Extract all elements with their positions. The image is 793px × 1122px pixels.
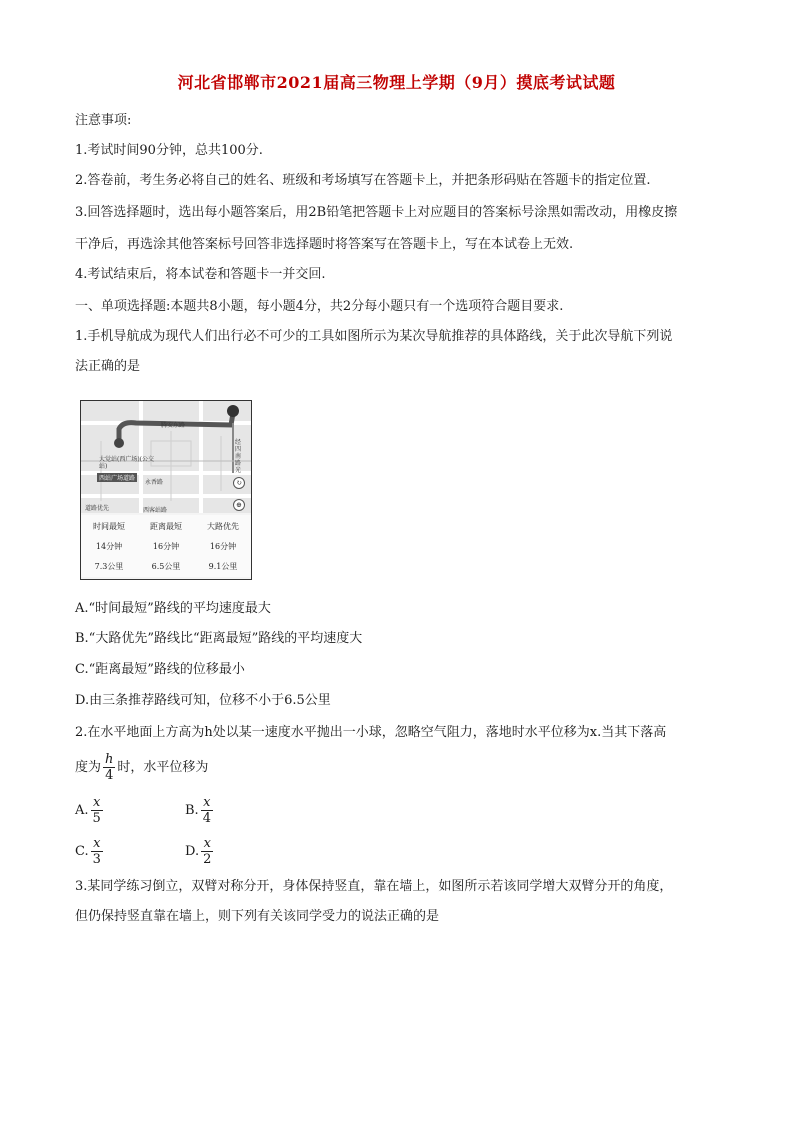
stem-text: 时，水平位移为 — [117, 760, 209, 775]
stem-text: 度为 — [75, 760, 102, 775]
question-3-stem-cont: 但仍保持竖直靠在墙上，则下列有关该同学受力的说法正确的是 — [75, 909, 440, 924]
notice-item: 2.答卷前，考生务必将自己的姓名、班级和考场填写在答题卡上，并把条形码贴在答题卡的指定位置. — [75, 173, 651, 188]
route-name[interactable]: 距离最短 — [150, 522, 182, 531]
question-1-option-a: A.“时间最短”路线的平均速度最大 — [75, 601, 271, 616]
route-distance: 9.1公里 — [208, 562, 238, 571]
route-name[interactable]: 大路优先 — [207, 522, 239, 531]
navigation-figure — [80, 400, 252, 580]
route-distance: 7.3公里 — [94, 562, 124, 571]
notice-item: 1.考试时间90分钟，总共100分. — [75, 143, 263, 158]
route-time: 16分钟 — [152, 542, 180, 551]
question-1-stem-cont: 法正确的是 — [75, 359, 141, 374]
exam-title: 河北省邯郸市2021届高三物理上学期（9月）摸底考试试题 — [177, 73, 616, 92]
question-1-option-c: C.“距离最短”路线的位移最小 — [75, 662, 245, 677]
question-2-option-c: C. $\frac{x}{3}$ — [75, 836, 101, 867]
route-time: 16分钟 — [209, 542, 237, 551]
question-2-option-a: A. $\frac{x}{5}$ — [75, 795, 101, 826]
question-2-stem-cont — [75, 752, 208, 783]
question-1-option-d: D.由三条推荐路线可知，位移不小于6.5公里 — [75, 693, 331, 708]
locate-icon[interactable]: ⊕ — [233, 499, 245, 511]
route-distance: 6.5公里 — [151, 562, 181, 571]
map-road-label: 腾安东路 — [161, 422, 186, 429]
route-map — [81, 401, 251, 513]
section-heading: 一、单项选择题:本题共8小题，每小题4分，共2分每小题只有一个选项符合题目要求. — [75, 299, 564, 314]
route-name[interactable]: 时间最短 — [93, 522, 125, 531]
map-start-label: 大觉站(西广场)(公交站) — [99, 456, 155, 470]
notice-heading: 注意事项: — [75, 113, 132, 128]
notice-item: 4.考试结束后，将本试卷和答题卡一并交回. — [75, 267, 326, 282]
notice-item: 3.回答选择题时，选出每小题答案后，用2B铅笔把答题卡上对应题目的答案标号涂黑如需改动，用橡皮擦 — [75, 205, 678, 220]
refresh-icon[interactable]: ↻ — [233, 477, 245, 489]
fraction-h-over-4: $\frac{h}{4}$ — [105, 752, 114, 783]
route-options-table — [81, 515, 251, 577]
map-road-label: 永香路 — [145, 479, 164, 486]
map-road-label: 西客站路 — [143, 507, 168, 514]
map-road-label: 道路优先 — [85, 505, 110, 512]
route-time: 14分钟 — [95, 542, 123, 551]
question-1-option-b: B.“大路优先”路线比“距离最短”路线的平均速度大 — [75, 631, 363, 646]
question-1-stem: 1.手机导航成为现代人们出行必不可少的工具如图所示为某次导航推荐的具体路线，关于此次导航下列说 — [75, 329, 673, 344]
map-road-label: 经四南路光 — [235, 439, 242, 474]
question-2-option-d: D. $\frac{x}{2}$ — [185, 836, 212, 867]
question-3-stem: 3.某同学练习倒立，双臂对称分开，身体保持竖直，靠在墙上，如图所示若该同学增大双臂分开的角度， — [75, 879, 673, 894]
map-start-tag: 西站广场道路 — [99, 475, 136, 482]
notice-item: 干净后，再选涂其他答案标号回答非选择题时将答案写在答题卡上，写在本试卷上无效. — [75, 237, 574, 252]
question-2-option-b: B. $\frac{x}{4}$ — [185, 795, 211, 826]
question-2-stem: 2.在水平地面上方高为h处以某一速度水平抛出一小球，忽略空气阻力，落地时水平位移为x.当其下落高 — [75, 725, 667, 740]
